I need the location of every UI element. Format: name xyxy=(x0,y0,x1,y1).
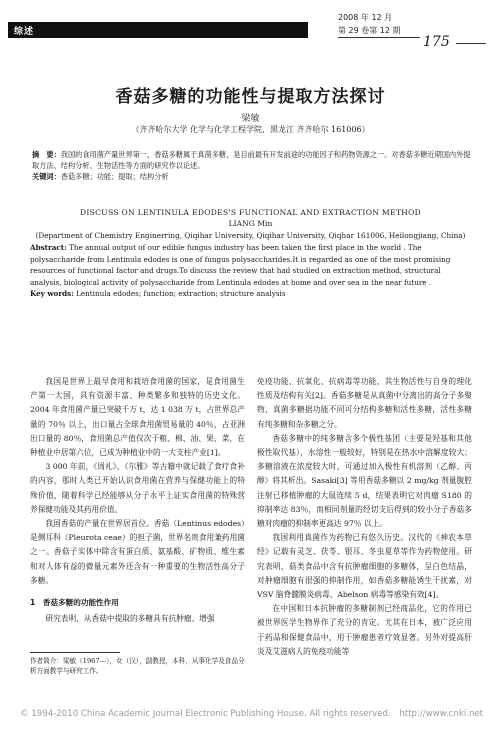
keywords-cn-label: 关键词： xyxy=(32,172,61,181)
abstract-cn-body xyxy=(32,149,472,171)
header-rule-right xyxy=(456,43,486,44)
abstract-cn xyxy=(32,149,472,182)
paragraph: 研究表明，从香菇中提取的多糖具有抗肿瘤、增强 xyxy=(45,614,215,624)
author-cn: 梁敏 xyxy=(241,114,260,124)
abstract-cn-label: 摘 要： xyxy=(32,150,61,159)
keywords-en xyxy=(30,288,470,300)
abstract-en-body xyxy=(30,242,470,288)
copyright-line: © 1994-2010 China Academic Journal Electronic Publishing House. All rights reserved. http://www.cnki.net xyxy=(20,709,484,719)
keywords-en-text: Lentinula edodes; function; extraction; structure analysis xyxy=(76,289,286,298)
page-number: 175 xyxy=(423,34,450,50)
affiliation-en: (Department of Chemistry Enginerring, Qiqihar University, Qiqihar University, Qiqhar 161006, Heilongjiang, China) xyxy=(35,231,466,240)
paragraph: 我国利用真菌作为药物已有悠久历史。汉代的《神农本草经》记载有灵芝、茯苓、银耳、冬虫夏草等作为药物使用。研究表明，菇类食品中含有抗肿瘤细胞的多糖体，呈白色结晶，对肿瘤细胞有很强的抑制作用，如香菇多糖能诱生干扰素，对 VSV 脑脊髓膜炎病毒、Abelson 病毒等感染有效[4]。 xyxy=(257,533,472,600)
article-title-cn: 香菇多糖的功能性与提取方法探讨 xyxy=(115,87,386,107)
issue-date: 2008 年 12 月 xyxy=(338,13,393,22)
section-label: 综述 xyxy=(14,27,35,37)
keywords-cn xyxy=(32,171,472,182)
abstract-en-label: Abstract: xyxy=(30,243,67,252)
body-column-left xyxy=(30,375,245,626)
paragraph: 我国香菇的产量在世界居首位。香菇（Lentinus edodes）是侧耳科（Pleurota ceae）的担子菌，世界名贵食用兼药用菌之一。香菇子实体中除含有蛋白质、氨基酸、矿物质、维生素和对人体有益的微量元素外还含有一种重要的生物活性高分子多糖。 xyxy=(30,519,245,585)
abstract-cn-text: 我国的食用菌产量世界第一，香菇多糖属于真菌多糖，是目前最有开发前途的功能因子和药物资源之一。对香菇多糖近期国内外提取方法、结构分析、生物活性等方面的研究作以论述。 xyxy=(32,150,471,170)
body-column-right xyxy=(257,375,472,659)
header-rule xyxy=(338,37,420,38)
section-heading: 1 香菇多糖的功能性作用 xyxy=(30,598,119,608)
affiliation-cn: （齐齐哈尔大学 化学与化学工程学院，黑龙江 齐齐哈尔 161006） xyxy=(131,125,370,134)
article-title-en: DISCUSS ON LENTINULA EDODES'S FUNCTIONAL AND EXTRACTION METHOD xyxy=(79,208,422,217)
paragraph: 3 000 年前，《周礼》、《尔雅》等古籍中就记载了食疗食补的内容，那时人类已开始认识食用菌在营养与保健功能上的特殊价值，随着科学已经能够从分子水平上证实食用菌的特殊营养保健功能及其药用价值。 xyxy=(30,462,245,514)
keywords-en-label: Key words: xyxy=(30,289,74,298)
author-footnote: 作者简介：梁敏（1967—），女（汉），副教授，本科，从事化学及食品分析方面教学与研究工作。 xyxy=(30,657,245,675)
paragraph: 在中国和日本抗肿瘤的多糖制剂已经商品化，它的作用已被世界医学生物界作了充分的肯定。尤其在日本，被广泛应用于药品和保健食品中，用于肿瘤患者疗效显著。另外对提高肝炎及艾滋病人的免疫功能等 xyxy=(257,604,472,656)
author-en: LIANG Min xyxy=(228,219,273,228)
issue-volume: 第 29 卷第 12 期 xyxy=(338,26,401,35)
paragraph: 香菇多糖中的纯多糖含多个极性基团（主要是羟基和其他极性取代基），水溶性一般较好，特别是在热水中溶解度较大；多糖溶液在浓度较大时，可通过加入极性有机溶剂（乙醇、丙醇）将其析出。Sasaki[3] 等用香菇多糖以 2 mg/kg 剂量腹腔注射已移植肿瘤的大鼠连续 5 d，结果表明它对肉瘤 S180 的抑制率达 83％，而相同剂量的经切支后得到的较小分子香菇多糖对肉瘤的抑制率更高达 97％ 以上。 xyxy=(257,433,472,529)
paragraph: 我国是世界上最早食用和栽培食用菌的国家，是食用菌生产第一大国，具有资源丰富、种类繁多和独特的历史文化。2004 年食用菌产量已突破千万 t，达 1 038 万 t，占世界总产量的 70％ 以上，出口量占全球食用菌贸易量的 40％，占亚洲出口量的 80％，食用菌总产值仅次于粮、棉、油、果、菜，在种植业中居第六位，已成为种植业中的一大支柱产业[1]。 xyxy=(30,377,245,458)
keywords-cn-text: 香菇多糖；功能；提取；结构分析 xyxy=(60,172,169,181)
abstract-en xyxy=(30,242,470,300)
header-band xyxy=(8,22,308,38)
footnote-rule xyxy=(30,652,120,653)
paragraph: 免疫功能、抗氧化、抗病毒等功能，其生物活性与自身的理化性质及结构有关[2]。香菇多糖是从真菌中分离出的高分子多聚物，真菌多糖据功能不同可分结构多糖和活性多糖，活性多糖有纯多糖和杂多糖之分。 xyxy=(257,377,472,429)
abstract-en-text: The annual output of our edible fungus industry has been taken the first place in the world . The polysaccharide from Lentinula edodes is one of fungus polysaccharides.It is regarded as one of the most promising resources of functional factor and drugs.To discuss the review that had studied on extraction method, structural analysis, biological activity of polysaccharide from Lentinula edodes at home and over sea in the near future . xyxy=(30,243,451,287)
